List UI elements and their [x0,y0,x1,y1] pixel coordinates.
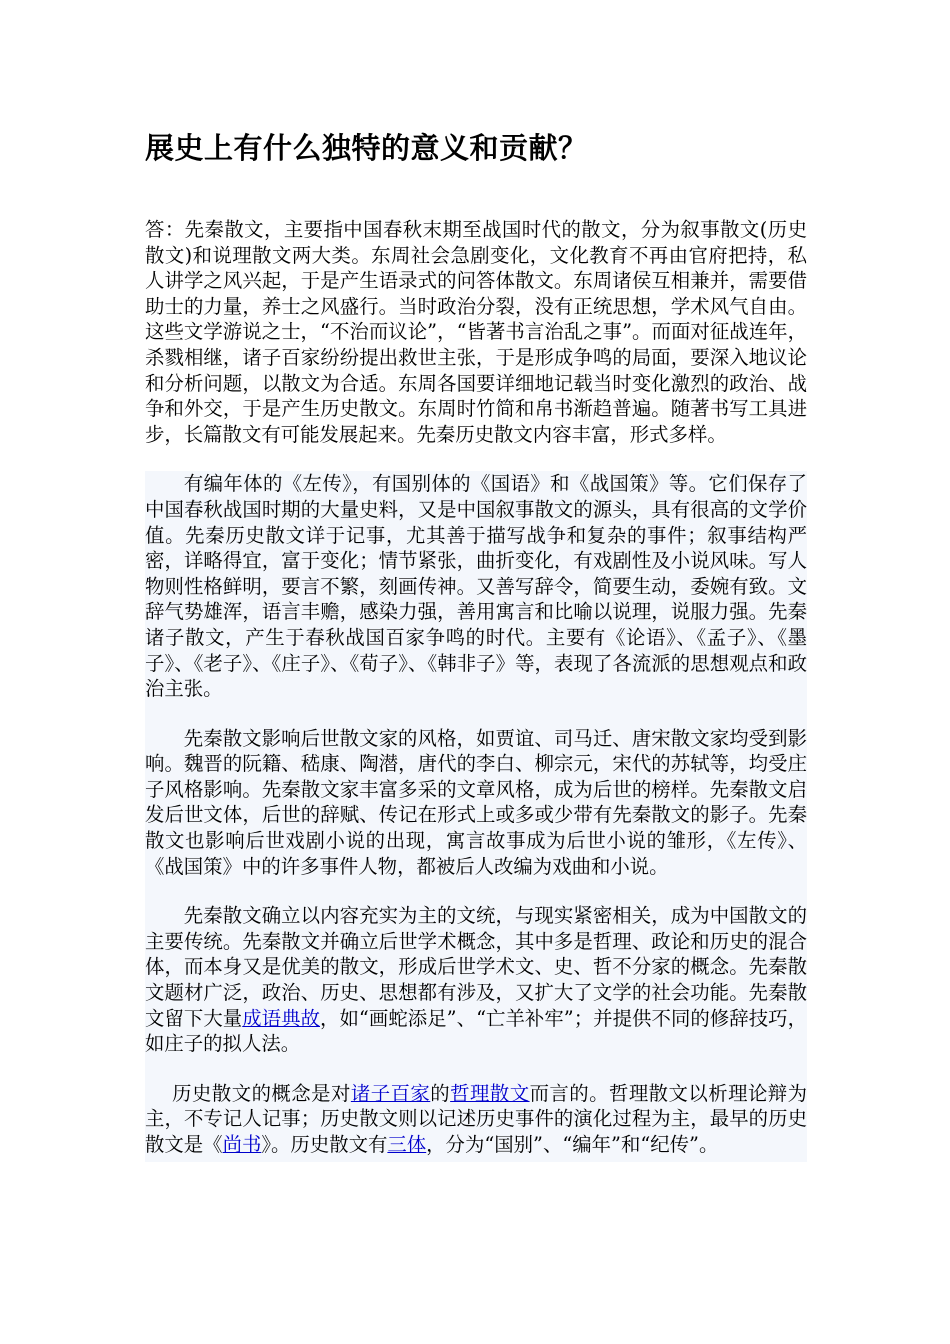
link-shangshu[interactable]: 尚书 [222,1133,262,1156]
paragraph-historical-prose: 有编年体的《左传》，有国别体的《国语》和《战国策》等。它们保存了中国春秋战国时期的大量史料，又是中国叙事散文的源头，具有很高的文学价值。先秦历史散文详于记事，尤其善于描写战争和复杂的事件；叙事结构严密，详略得宜，富于变化；情节紧张，曲折变化，有戏剧性及小说风味。写人物则性格鲜明，要言不繁，刻画传神。又善写辞令，简要生动，委婉有致。文辞气势雄浑，语言丰赡，感染力强，善用寓言和比喻以说理，说服力强。先秦诸子散文，产生于春秋战国百家争鸣的时代。主要有《论语》、《孟子》、《墨子》、《老子》、《庄子》、《荀子》、《韩非子》等，表现了各流派的思想观点和政治主张。 [145,472,807,701]
paragraph-text: 而言的。哲理散文以析理论辩为主，不专记人记事；历史散文则以记述历史事件的演化过程为主，最早的历史散文是《 [145,1081,808,1156]
shaded-content-block [145,471,807,1161]
paragraph-text: 先秦散文确立以内容充实为主的文统，与现实紧密相关，成为中国散文的主要传统。先秦散文并确立后世学术概念，其中多是哲理、政论和历史的混合体，而本身又是优美的散文，形成后世学术文、史、哲不分家的概念。先秦散文题材广泛，政治、历史、思想都有涉及，又扩大了文学的社会功能。先秦散文留下大量 [145,904,807,1030]
paragraph-text: 的 [430,1081,451,1105]
paragraph-influence: 先秦散文影响后世散文家的风格，如贾谊、司马迁、唐宋散文家均受到影响。魏晋的阮籍、嵇康、陶潜，唐代的李白、柳宗元，宋代的苏轼等，均受庄子风格影响。先秦散文家丰富多采的文章风格，成为后世的榜样。先秦散文启发后世文体，后世的辞赋、传记在形式上或多或少带有先秦散文的影子。先秦散文也影响后世戏剧小说的出现，寓言故事成为后世小说的雏形，《左传》、《战国策》中的许多事件人物，都被后人改编为戏曲和小说。 [145,726,807,878]
link-hundred-schools[interactable]: 诸子百家 [350,1081,431,1105]
link-three-forms[interactable]: 三体 [387,1133,427,1156]
paragraph-text: 》。历史散文有 [261,1133,388,1156]
paragraph-text: 历史散文的概念是对 [172,1081,351,1105]
page-title: 展史上有什么独特的意义和贡献？ [145,131,588,165]
paragraph-text: ，如“画蛇添足”、“亡羊补牢”；并提供不同的修辞技巧，如庄子的拟人法。 [145,1006,808,1056]
article-body [145,217,807,1162]
paragraph-tradition [145,903,807,1081]
link-philosophical-prose[interactable]: 哲理散文 [450,1081,530,1105]
paragraph-text: ，分为“国别”、“编年”和“纪传”。 [426,1133,719,1156]
paragraph-definition [145,1081,807,1162]
link-idioms[interactable]: 成语典故 [242,1006,321,1030]
intro-paragraph: 答：先秦散文，主要指中国春秋末期至战国时代的散文，分为叙事散文(历史散文)和说理散文两大类。东周社会急剧变化，文化教育不再由官府把持，私人讲学之风兴起，于是产生语录式的问答体散文。东周诸侯互相兼并，需要借助士的力量，养士之风盛行。当时政治分裂，没有正统思想，学术风气自由。这些文学游说之士，“不治而议论”，“皆著书言治乱之事”。而面对征战连年，杀戮相继，诸子百家纷纷提出救世主张，于是形成争鸣的局面，要深入地议论和分析问题，以散文为合适。东周各国要详细地记载当时变化激烈的政治、战争和外交，于是产生历史散文。东周时竹简和帛书渐趋普遍。随著书写工具进步，长篇散文有可能发展起来。先秦历史散文内容丰富，形式多样。 [145,218,807,446]
